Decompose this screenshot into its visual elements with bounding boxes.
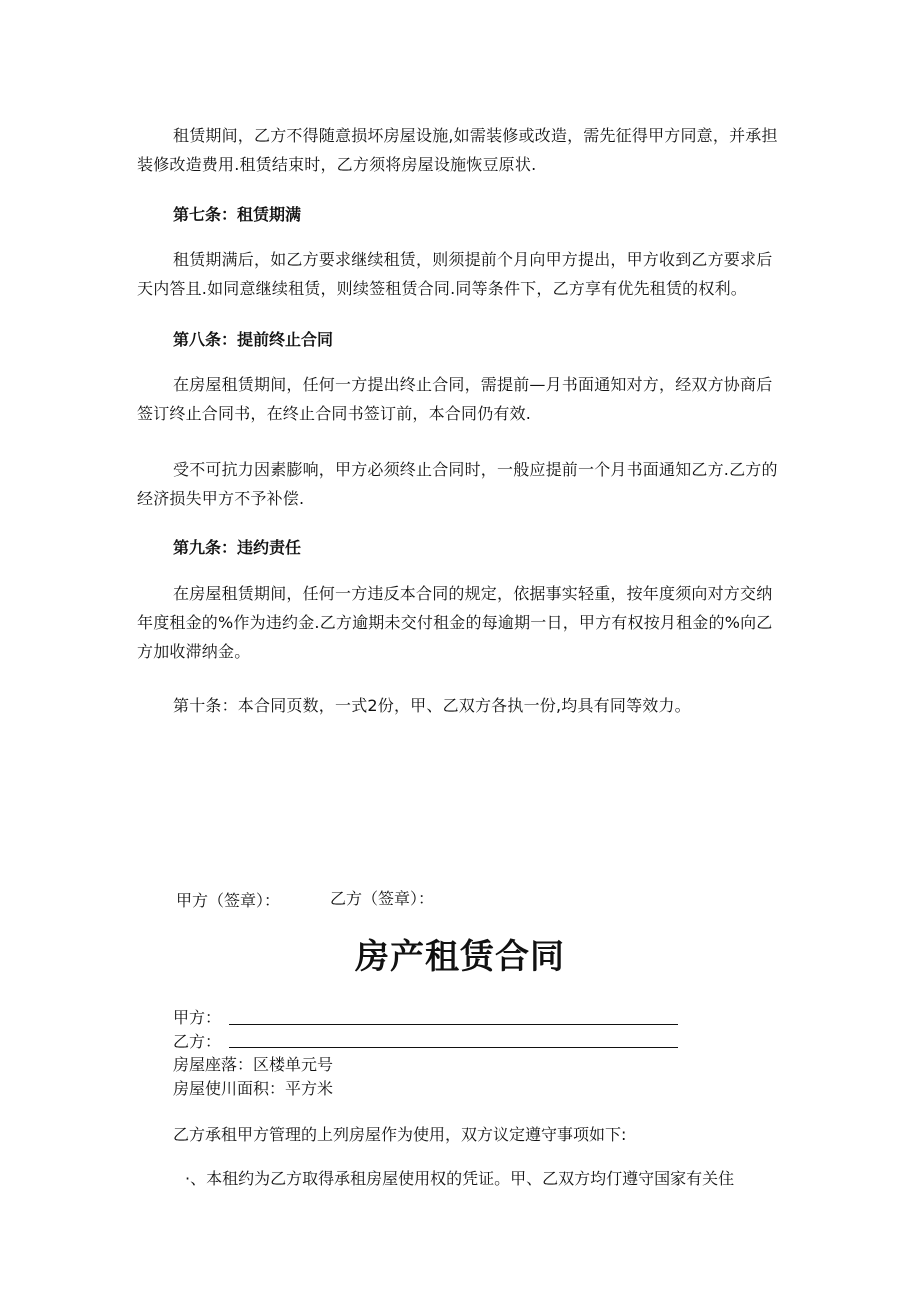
article9-paragraph: 在房屋租赁期间，任何一方违反本合同的规定，依据事实轻重，按年度须向对方交纳年度租金的%作为违约金.乙方逾期未交付租金的每逾期一日，甲方有权按月租金的%向乙方加收滞纳金。 (137, 584, 773, 661)
contract-title: 房产租赁合同 (355, 937, 565, 977)
article9-heading: 第九条：违约责任 (173, 538, 302, 557)
party-b-blank-line (229, 1047, 678, 1048)
party-a-label: 甲方： (173, 1008, 222, 1027)
party-a-signature: 甲方（签章）： (176, 891, 281, 910)
article8-heading: 第八条：提前终止合同 (173, 330, 334, 349)
party-b-signature: 乙方（签章）： (330, 889, 435, 908)
contract-intro: 乙方承租甲方管理的上列房屋作为使用，双方议定遵守事项如下: (173, 1125, 627, 1144)
property-location: 房屋座落：区楼单元号 (173, 1055, 334, 1074)
party-a-blank-line (229, 1024, 678, 1025)
property-area: 房屋使川面积：平方米 (173, 1079, 334, 1098)
article7-paragraph: 租赁期满后，如乙方要求继续租赁，则须提前个月向甲方提出，甲方收到乙方要求后天内答且.如同意继续租赁，则续签租赁合同.同等条件下，乙方享有优先租赁的权利。 (137, 250, 773, 298)
article8-paragraph-2: 受不可抗力因素膨响，甲方必须终止合同时，一般应提前一个月书面通知乙方.乙方的经济损失甲方不予补偿. (137, 460, 778, 508)
article7-heading: 第七条：租赁期满 (173, 205, 302, 224)
article6-paragraph: 租赁期间，乙方不得随意损坏房屋设施,如需装修或改造，需先征得甲方同意，并承担装修改造费用.租赁结束时，乙方须将房屋设施恢豆原状. (137, 126, 778, 174)
article10-paragraph: 第十条：本合同页数，一式2份，甲、乙双方各执一份,均具有同等效力。 (173, 696, 691, 715)
article8-paragraph-1: 在房屋租赁期间，任何一方提出终止合同，需提前—月书面通知对方，经双方协商后签订终止合同书，在终止合同书签订前，本合同仍有效. (137, 375, 773, 423)
party-b-label: 乙方： (173, 1032, 222, 1051)
contract-item-1: ·、本租约为乙方取得承租房屋使用权的凭证。甲、乙双方均仃遵守国家有关住 (185, 1169, 735, 1188)
